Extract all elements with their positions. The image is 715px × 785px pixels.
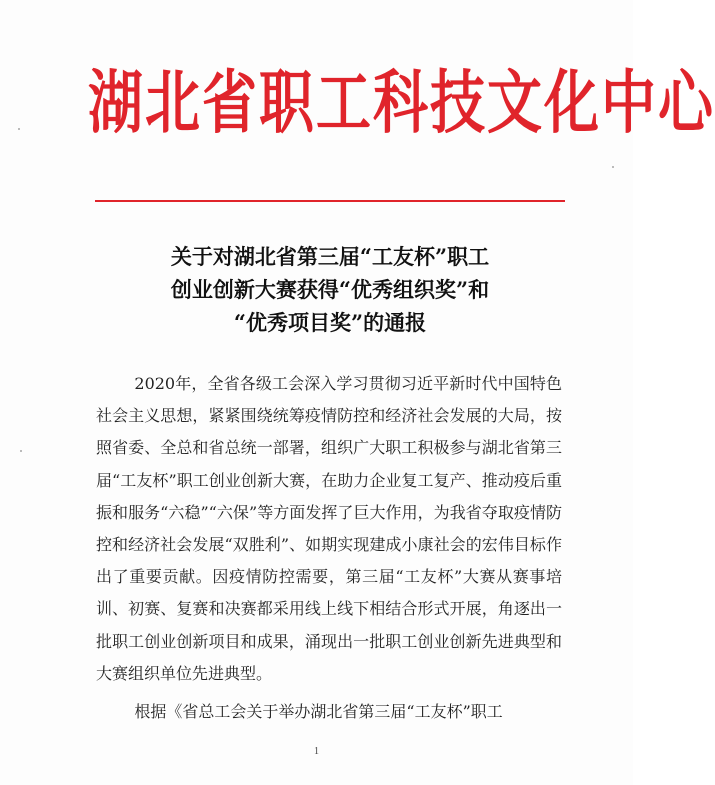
scan-speck <box>18 128 20 130</box>
title-line-2: 创业创新大赛获得“优秀组织奖”和 <box>170 277 490 302</box>
page-number: 1 <box>314 746 319 757</box>
title-line-3: “优秀项目奖”的通报 <box>233 310 427 335</box>
body-text <box>96 368 562 690</box>
scan-speck <box>612 166 614 168</box>
red-header-rule <box>95 200 565 202</box>
paragraph-2: 根据《省总工会关于举办湖北省第三届“工友杯”职工 <box>134 702 503 721</box>
paragraph-1: 2020年，全省各级工会深入学习贯彻习近平新时代中国特色社会主义思想，紧紧围绕统筹疫情防控和经济社会发展的大局，按照省委、全总和省总统一部署，组织广大职工积极参与湖北省第三届“工友杯”职工创业创新大赛，在助力企业复工复产、推动疫后重振和服务“六稳”“六保”等方面发挥了巨大作用，为我省夺取疫情防控和经济社会发展“双胜利”、如期实现建成小康社会的宏伟目标作出了重要贡献。因疫情防控需要，第三届“工友杯”大赛从赛事培训、初赛、复赛和决赛都采用线上线下相结合形式开展，角逐出一批职工创业创新项目和成果，涌现出一批职工创业创新先进典型和大赛组织单位先进典型。 <box>96 374 562 683</box>
masthead-org-name: 湖北省职工科技文化中心 <box>88 62 715 143</box>
title-line-1: 关于对湖北省第三届“工友杯”职工 <box>170 244 490 269</box>
scan-speck <box>20 450 22 452</box>
document-title <box>100 240 560 339</box>
